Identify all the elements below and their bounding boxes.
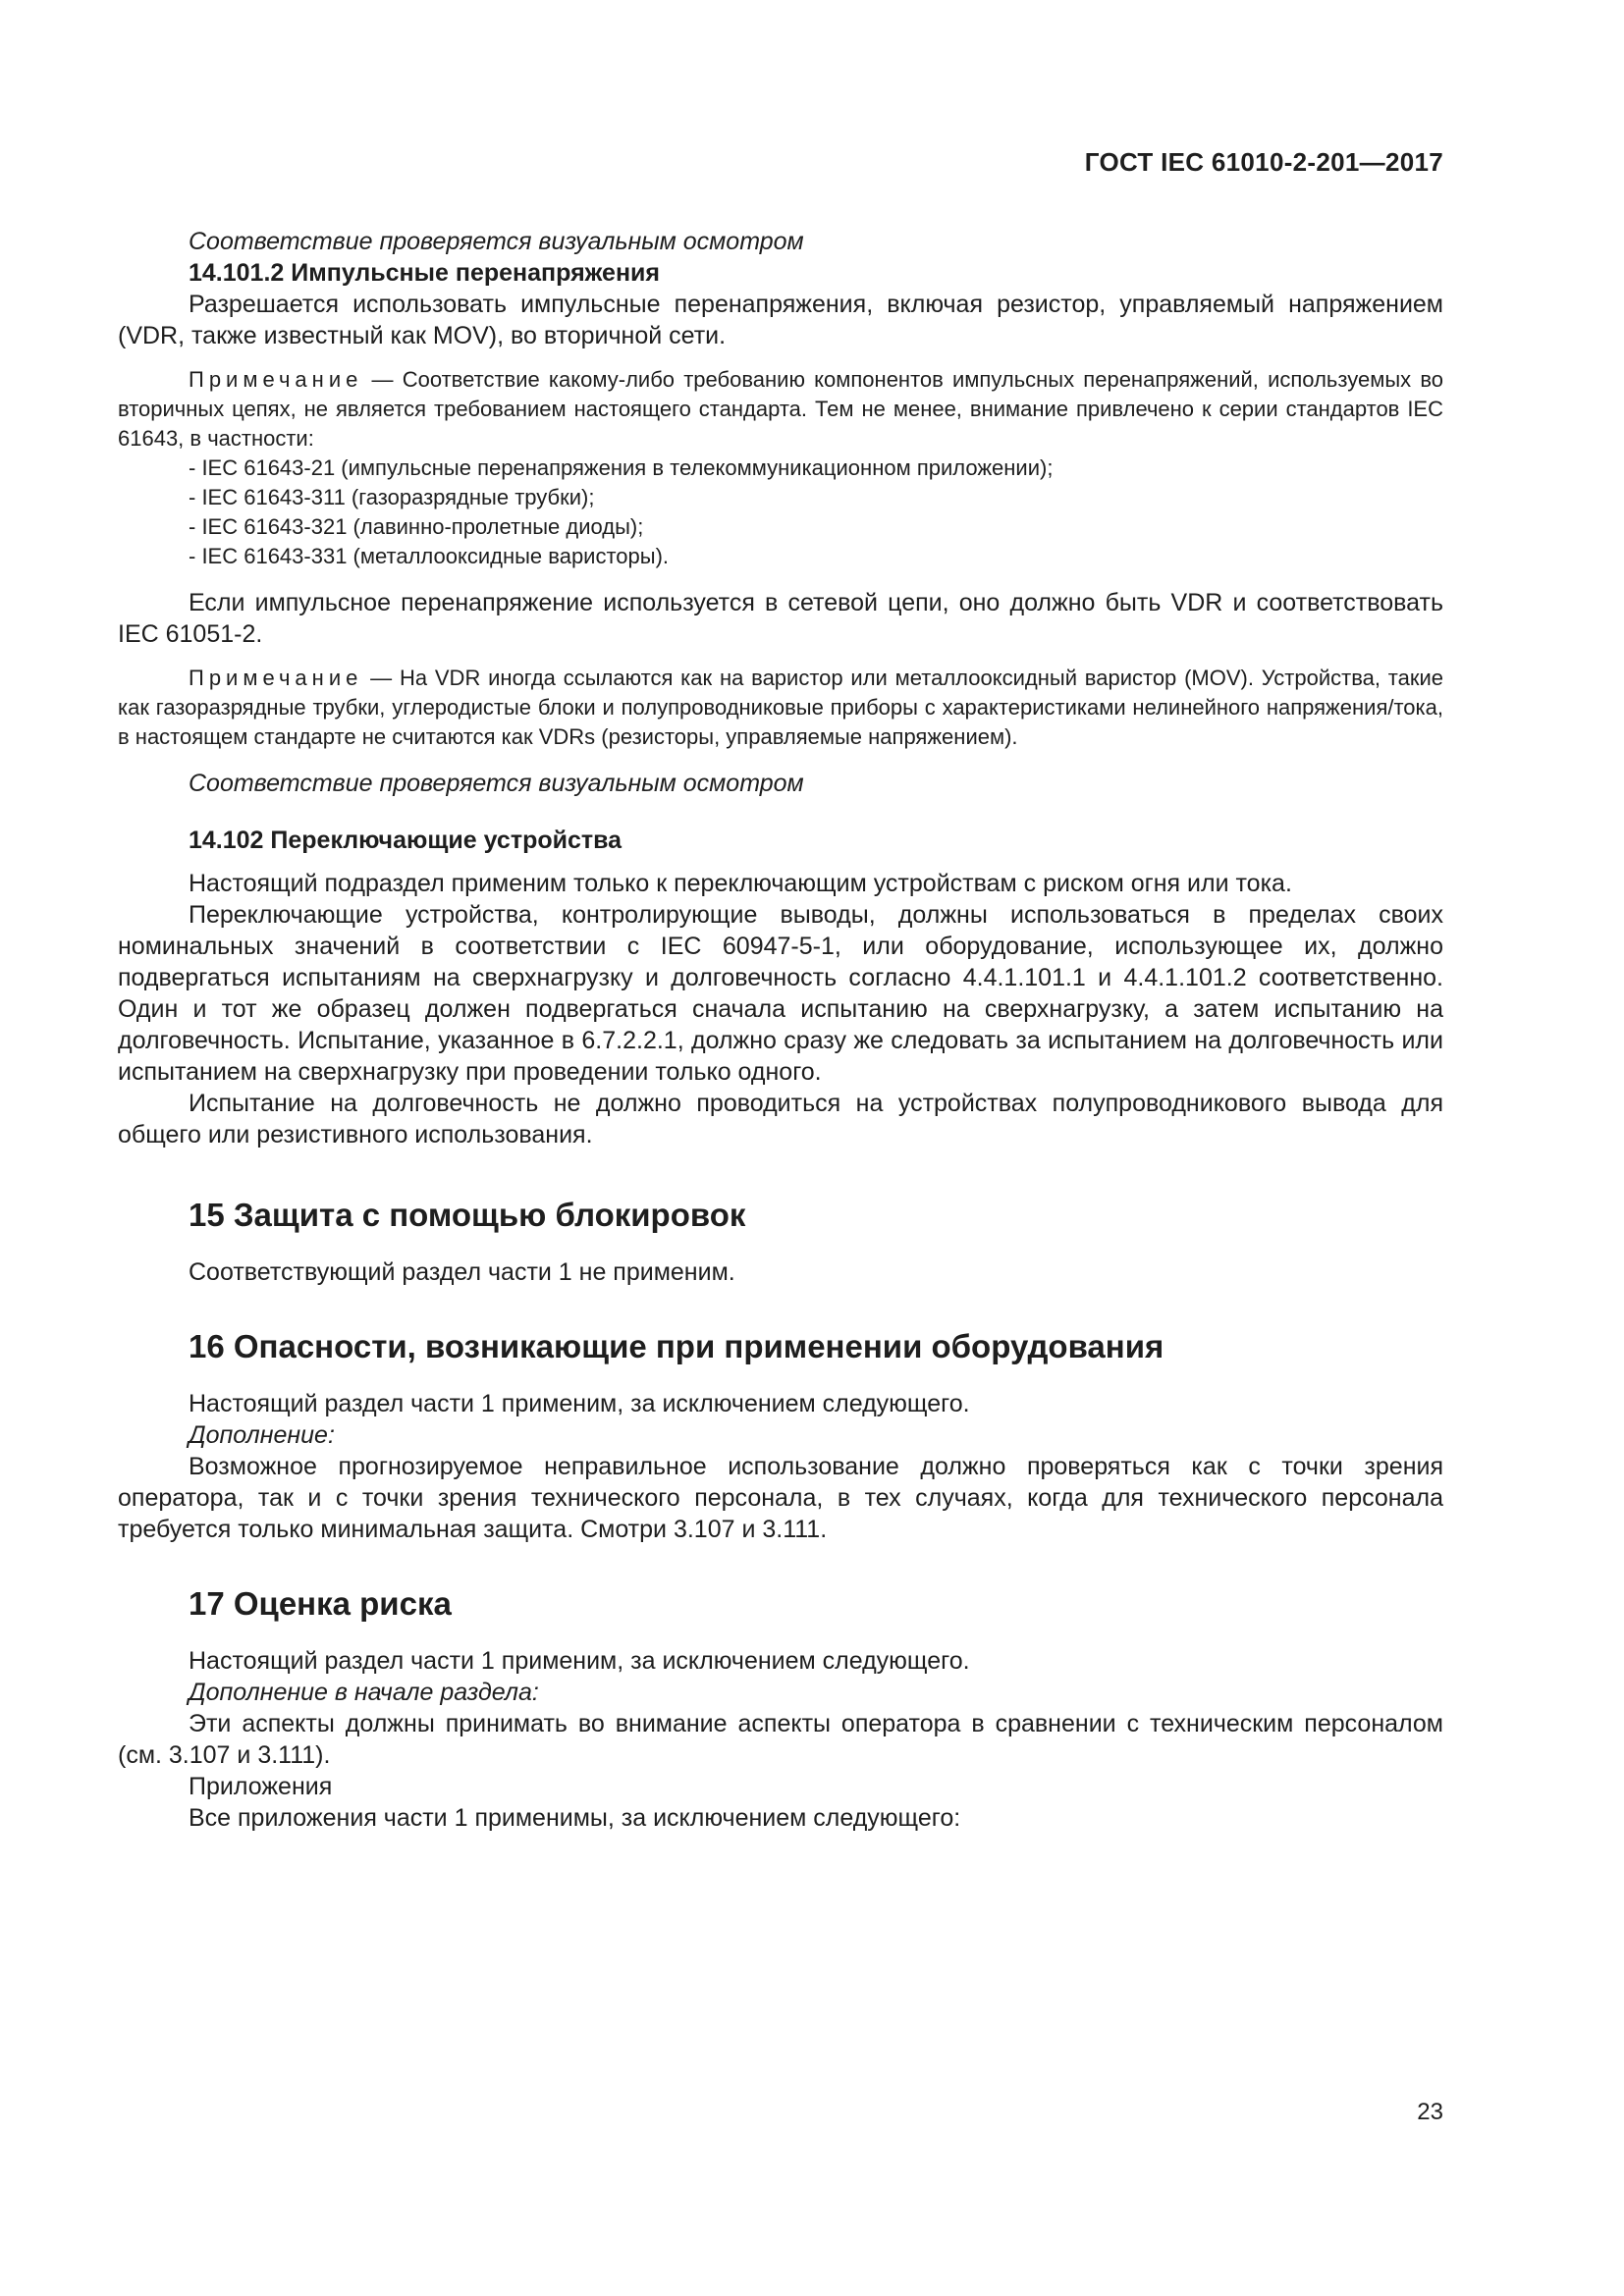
list-item: - IEC 61643-331 (металлооксидные варисторы). — [189, 544, 670, 568]
addition-label: Дополнение: — [189, 1421, 335, 1449]
addition-label: Дополнение в начале раздела: — [189, 1679, 539, 1706]
paragraph: Все приложения части 1 применимы, за исключением следующего: — [189, 1804, 961, 1832]
compliance-note-top: Соответствие проверяется визуальным осмотром — [189, 228, 804, 255]
compliance-note: Соответствие проверяется визуальным осмотром — [189, 770, 804, 797]
note-text: — На VDR иногда ссылаются как на варистор или металлооксидный варистор (MOV). Устройства, такие как газоразрядные трубки, углеродистые блоки и полупроводниковые приборы с характеристиками нелинейного напряжения/тока, в настоящем стандарте не считаются как VDRs (резисторы, управляемые напряжением). — [118, 666, 1443, 749]
note-text: — Соответствие какому-либо требованию компонентов импульсных перенапряжений, используемых во вторичных цепях, не является требованием настоящего стандарта. Тем не менее, внимание привлечено к серии стандартов IEC 61643, в частности: — [118, 367, 1443, 451]
paragraph: Разрешается использовать импульсные перенапряжения, включая резистор, управляемый напряжением (VDR, также известный как MOV), во вторичной сети. — [118, 291, 1443, 349]
paragraph: Настоящий подраздел применим только к переключающим устройствам с риском огня или тока. — [189, 870, 1292, 897]
list-item: - IEC 61643-311 (газоразрядные трубки); — [189, 485, 595, 509]
paragraph: Переключающие устройства, контролирующие выводы, должны использоваться в пределах своих номинальных значений в соответствии с IEC 60947-5-1, или оборудование, использующее их, должно подвергаться испытаниям на сверхнагрузку и долговечность согласно 4.4.1.101.1 и 4.4.1.101.2 соответственно. Один и тот же образец должен подвергаться сначала испытанию на сверхнагрузку, а затем испытанию на долговечность. Испытание, указанное в 6.7.2.2.1, должно сразу же следовать за испытанием на долговечность или испытанием на сверхнагрузку при проведении только одного. — [118, 901, 1443, 1086]
section-heading-14-101-2: 14.101.2 Импульсные перенапряжения — [189, 259, 661, 287]
section-heading-17: 17 Оценка риска — [189, 1585, 452, 1622]
page-number: 23 — [1417, 2099, 1443, 2125]
note-2 — [118, 664, 1443, 752]
paragraph: Испытание на долговечность не должно проводиться на устройствах полупроводникового вывода для общего или резистивного использования. — [118, 1090, 1443, 1148]
paragraph: Приложения — [189, 1773, 333, 1800]
page-content — [118, 226, 1443, 1834]
paragraph: Возможное прогнозируемое неправильное использование должно проверяться как с точки зрения оператора, так и с точки зрения технического персонала, в тех случаях, когда для технического персонала требуется только минимальная защита. Смотри 3.107 и 3.111. — [118, 1453, 1443, 1543]
section-heading-14-102: 14.102 Переключающие устройства — [189, 827, 623, 854]
note-label: Примечание — [189, 666, 363, 690]
section-heading-16: 16 Опасности, возникающие при применении оборудования — [189, 1328, 1164, 1364]
paragraph: Эти аспекты должны принимать во внимание аспекты оператора в сравнении с техническим персоналом (см. 3.107 и 3.111). — [118, 1710, 1443, 1769]
paragraph: Если импульсное перенапряжение используется в сетевой цепи, оно должно быть VDR и соответствовать IEC 61051-2. — [118, 589, 1443, 648]
note-1 — [118, 365, 1443, 454]
paragraph: Соответствующий раздел части 1 не применим. — [189, 1258, 735, 1286]
paragraph: Настоящий раздел части 1 применим, за исключением следующего. — [189, 1390, 970, 1417]
document-id-header: ГОСТ IEC 61010-2-201—2017 — [1084, 147, 1443, 177]
list-item: - IEC 61643-21 (импульсные перенапряжения в телекоммуникационном приложении); — [189, 455, 1054, 480]
section-heading-15: 15 Защита с помощью блокировок — [189, 1197, 746, 1233]
note-label: Примечание — [189, 367, 363, 392]
paragraph: Настоящий раздел части 1 применим, за исключением следующего. — [189, 1647, 970, 1675]
list-item: - IEC 61643-321 (лавинно-пролетные диоды); — [189, 514, 644, 539]
